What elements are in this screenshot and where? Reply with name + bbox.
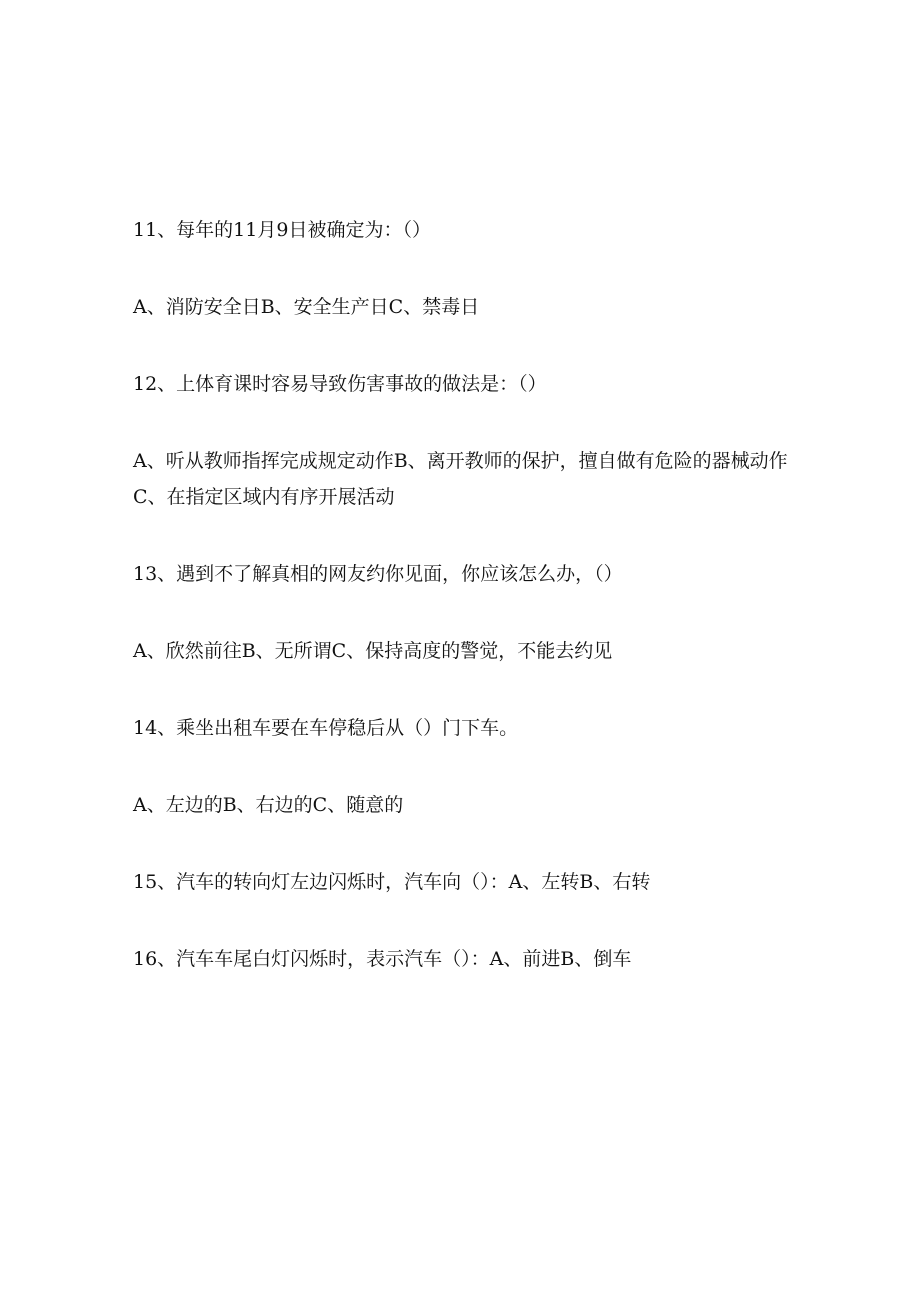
question-16: 16、汽车车尾白灯闪烁时，表示汽车（）：A、前进B、倒车 — [133, 948, 632, 970]
options-12: A、听从教师指挥完成规定动作B、离开教师的保护，擅自做有危险的器械动作C、在指定区域内有序开展活动 — [133, 450, 788, 508]
document-body — [133, 212, 793, 1018]
options-11: A、消防安全日B、安全生产日C、禁毒日 — [133, 296, 480, 318]
options-13: A、欣然前往B、无所谓C、保持高度的警觉，不能去约见 — [133, 640, 613, 662]
question-14: 14、乘坐出租车要在车停稳后从（）门下车。 — [133, 717, 519, 739]
question-13: 13、遇到不了解真相的网友约你见面，你应该怎么办，（） — [133, 563, 623, 585]
question-11: 11、每年的11月9日被确定为：（） — [133, 219, 431, 241]
options-14: A、左边的B、右边的C、随意的 — [133, 794, 404, 816]
question-12: 12、上体育课时容易导致伤害事故的做法是：（） — [133, 373, 547, 395]
question-15: 15、汽车的转向灯左边闪烁时，汽车向（）：A、左转B、右转 — [133, 871, 651, 893]
